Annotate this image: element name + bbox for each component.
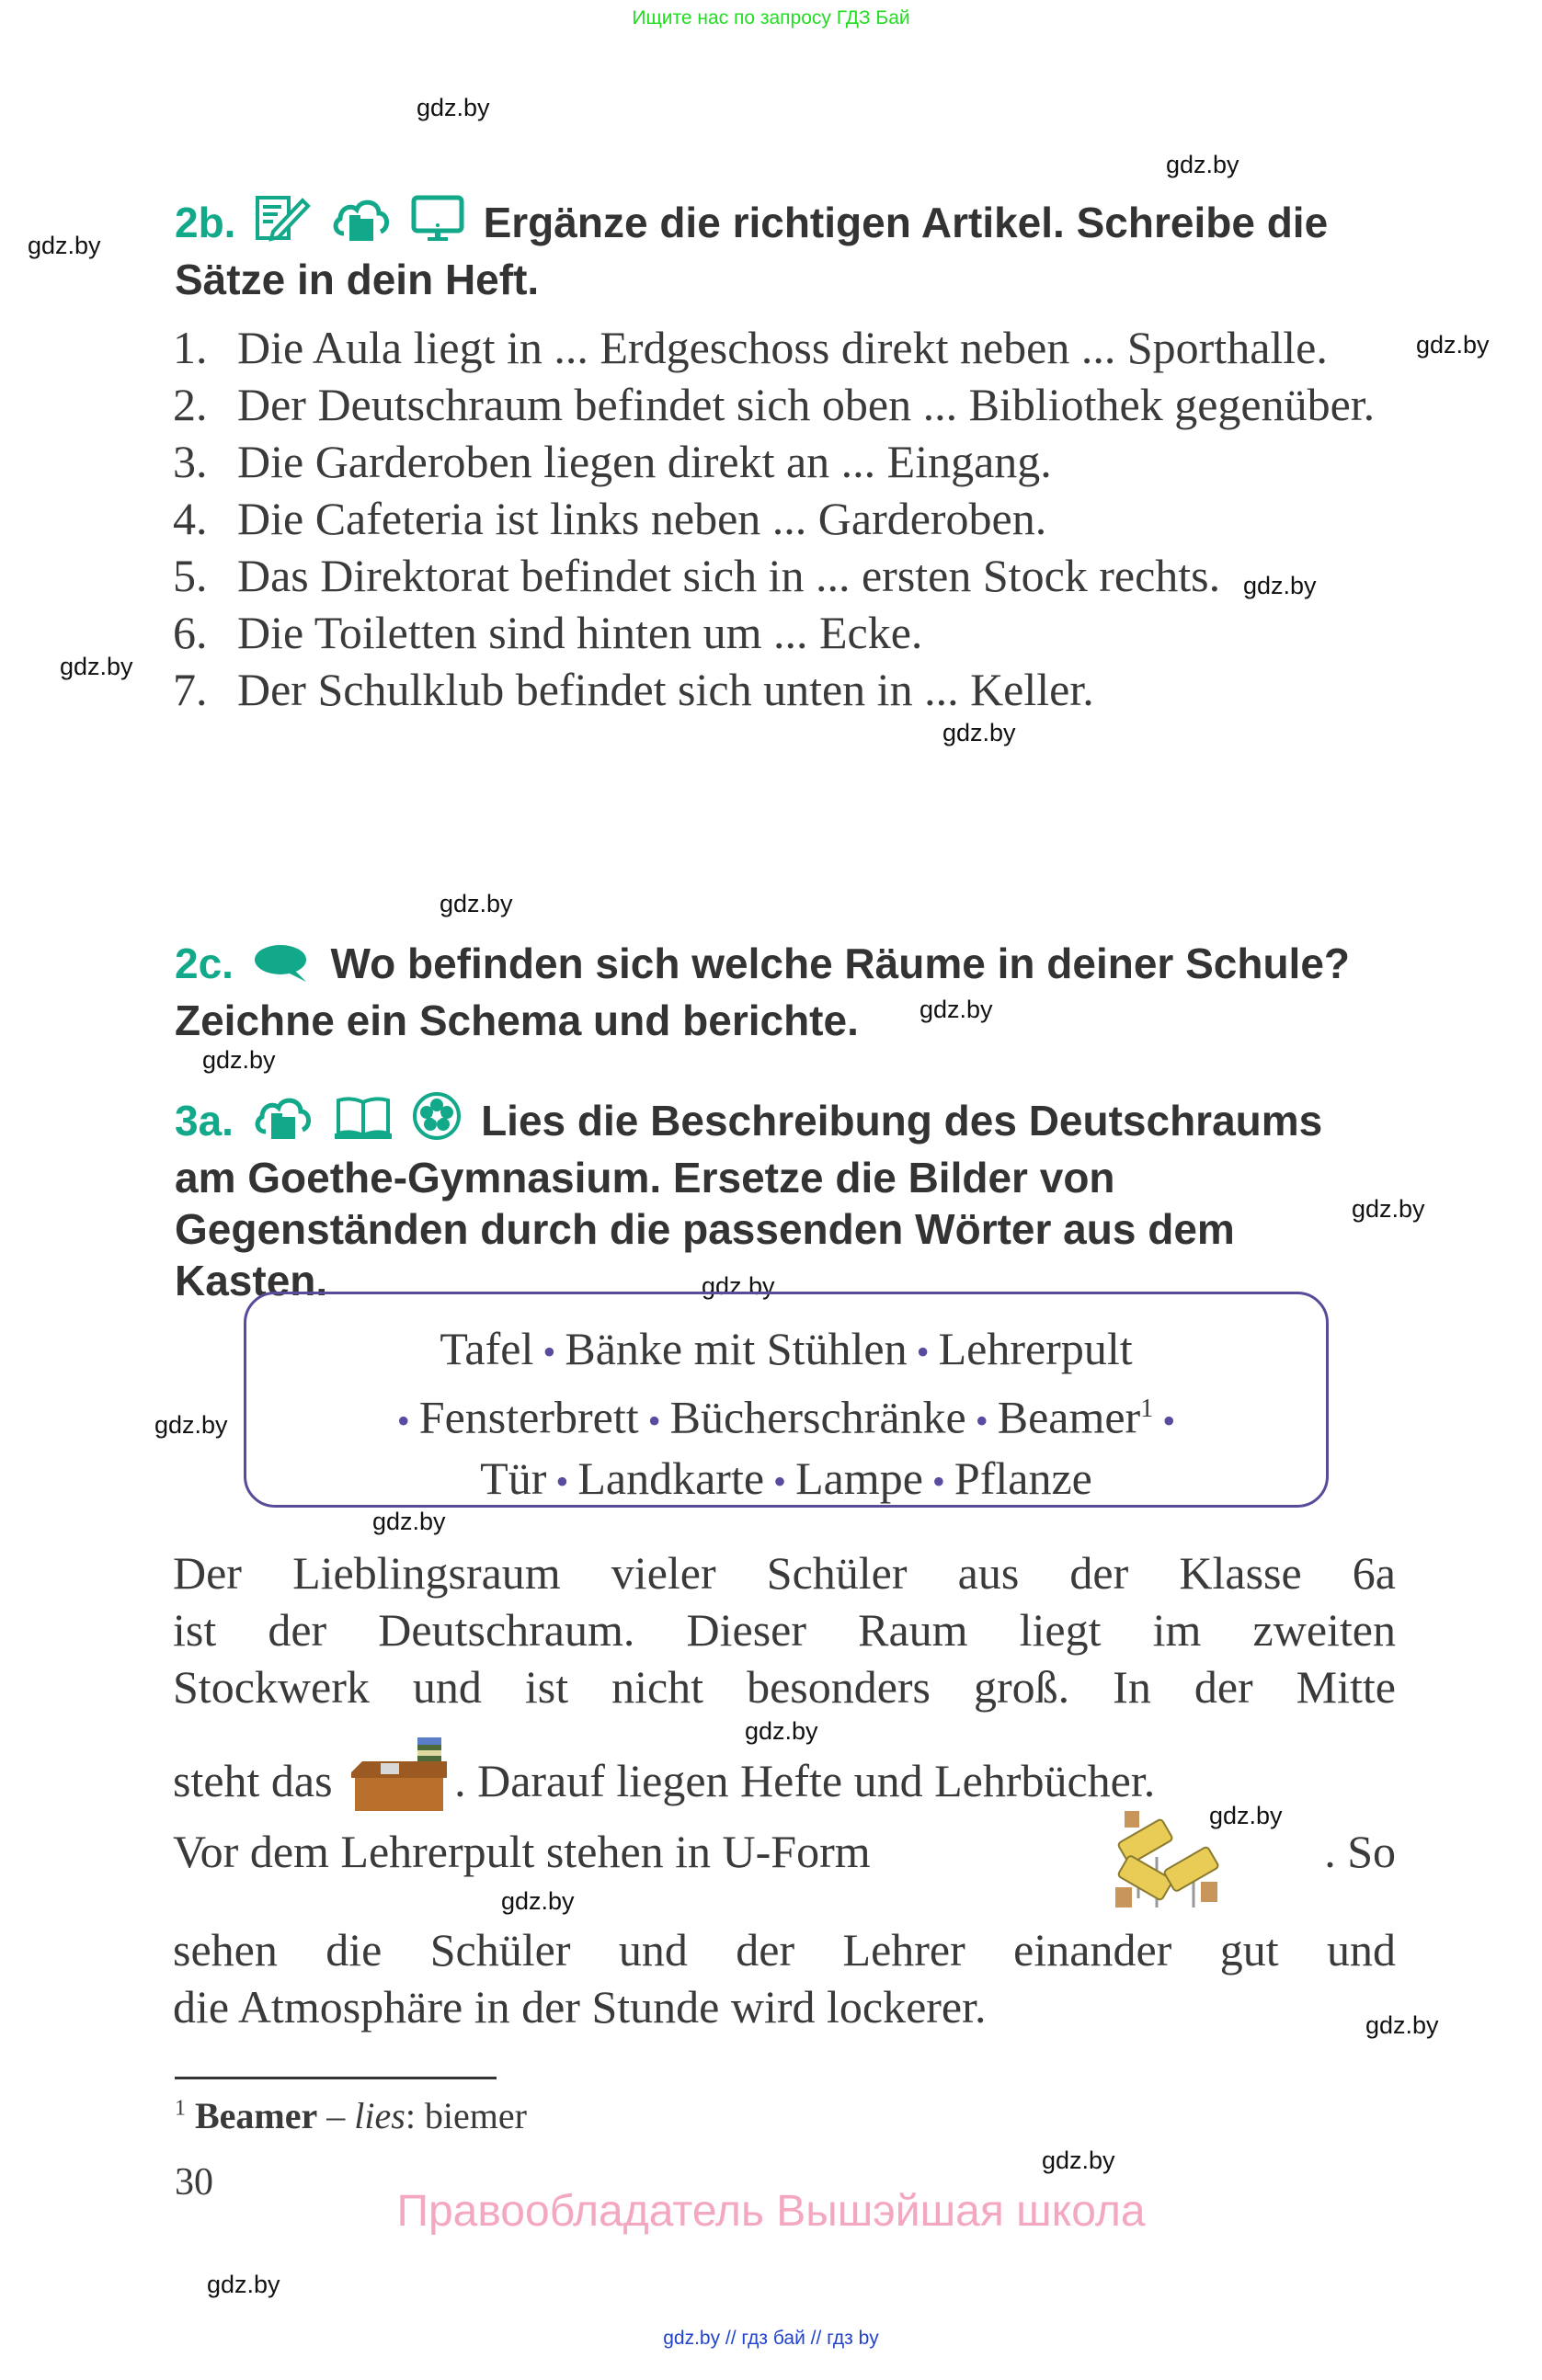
top-banner: Ищите нас по запросу ГДЗ Бай: [632, 7, 910, 28]
word: Bänke mit Stühlen: [565, 1323, 908, 1374]
watermark: gdz.by: [440, 890, 513, 917]
watermark: gdz.by: [372, 1508, 446, 1535]
footnote-divider: [175, 2077, 497, 2079]
word: Bücherschränke: [669, 1391, 966, 1443]
footnote: $^1$ Beamer – lies: biemer: [175, 2095, 527, 2136]
write-icon: [255, 195, 312, 254]
watermark: gdz.by: [207, 2271, 280, 2298]
word: Landkarte: [577, 1452, 765, 1504]
word: Pflanze: [954, 1452, 1092, 1504]
watermark: gdz.by: [919, 996, 993, 1023]
word: Fensterbrett: [418, 1391, 639, 1443]
reading-text-end: sehen die Schüler und der Lehrer einander gut und die Atmosphäre in der Stunde wird lockerer.: [173, 1924, 1396, 2033]
list-item: 5. Das Direktorat befindet sich in ... ersten Stock rechts.: [173, 550, 1221, 601]
task-title: Wo befinden sich welche Räume in deiner Schule? Zeichne ein Schema und berichte.: [175, 939, 1351, 1044]
bottom-links[interactable]: gdz.by // гдз бай // гдз by: [663, 2328, 879, 2349]
watermark: gdz.by: [501, 1887, 575, 1915]
list-item: 3. Die Garderoben liegen direkt an ... Eingang.: [173, 436, 1052, 487]
watermark: gdz.by: [1209, 1802, 1283, 1829]
watermark: gdz.by: [1352, 1195, 1425, 1223]
list-item: 2. Der Deutschraum befindet sich oben ... Bibliothek gegenüber.: [173, 379, 1376, 430]
teacher-desk-picture: [344, 1737, 454, 1824]
watermark: gdz.by: [745, 1717, 818, 1745]
reading-line-5: Vor dem Lehrerpult stehen in U-Form . So: [173, 1825, 1396, 1878]
task-2b-heading: [175, 195, 1388, 305]
watermark: gdz.by: [202, 1046, 276, 1074]
watermark: gdz.by: [1365, 2011, 1439, 2039]
reading-text: Der Lieblingsraum vieler Schüler aus der Klasse 6a ist der Deutschraum. Dieser Raum liegt im zweiten Stockwerk und ist nicht besonders groß. In der Mitte: [173, 1547, 1396, 1713]
watermark: gdz.by: [28, 232, 101, 259]
watermark: gdz.by: [154, 1411, 228, 1439]
cloud-folder-icon: [253, 1093, 314, 1152]
task-3a-heading: [175, 1091, 1388, 1306]
list-item: 4. Die Cafeteria ist links neben ... Garderoben.: [173, 493, 1047, 544]
reading-line-4: steht das . Darauf liegen Hefte und Lehrbücher.: [173, 1737, 1155, 1824]
footnote-marker: 1: [1140, 1395, 1154, 1423]
speech-bubble-icon: [253, 943, 312, 995]
watermark: gdz.by: [942, 719, 1016, 746]
task-title: Lies die Beschreibung des Deutschraums am Goethe-Gymnasium. Ersetze die Bilder von Gegenständen durch die passenden Wörter aus dem Kasten.: [175, 1097, 1323, 1304]
list-item: 7. Der Schulklub befindet sich unten in ... Keller.: [173, 664, 1094, 715]
list-item: 6. Die Toiletten sind hinten um ... Ecke.: [173, 607, 923, 658]
cloud-folder-icon: [331, 195, 392, 254]
watermark: gdz.by: [1416, 331, 1490, 359]
word-box: Tafel • Bänke mit Stühlen • Lehrerpult • Fensterbrett • Bücherschränke • Beamer$^1$ • Tür • Landkarte • Lampe • Pflanze: [244, 1292, 1329, 1508]
monitor-icon: [411, 195, 464, 254]
word: Beamer: [997, 1391, 1141, 1443]
list-item: 1. Die Aula liegt in ... Erdgeschoss direkt neben ... Sporthalle.: [173, 322, 1328, 373]
watermark: gdz.by: [1166, 151, 1239, 178]
book-icon: [333, 1093, 394, 1152]
watermark: gdz.by: [60, 653, 133, 680]
watermark: gdz.by: [417, 94, 490, 121]
watermark: gdz.by: [1042, 2147, 1115, 2174]
page-number: 30: [175, 2161, 213, 2203]
task-number: 2c.: [175, 939, 234, 987]
task-number: 2b.: [175, 199, 236, 246]
watermark: gdz.by: [702, 1272, 775, 1300]
watermark: gdz.by: [1243, 572, 1317, 599]
task-number: 3a.: [175, 1097, 234, 1144]
task-2c-heading: [175, 938, 1388, 1046]
flower-icon: [412, 1091, 462, 1152]
copyright-notice: Правообладатель Вышэйшая школа: [396, 2187, 1146, 2236]
word: Lehrerpult: [938, 1323, 1133, 1374]
word: Tafel: [440, 1323, 534, 1374]
task-title: Ergänze die richtigen Artikel. Schreibe die Sätze in dein Heft.: [175, 199, 1329, 303]
word: Lampe: [795, 1452, 923, 1504]
sentence-list: [173, 319, 1396, 718]
desks-with-chairs-picture: [1111, 1806, 1221, 1923]
word: Tür: [480, 1452, 547, 1504]
